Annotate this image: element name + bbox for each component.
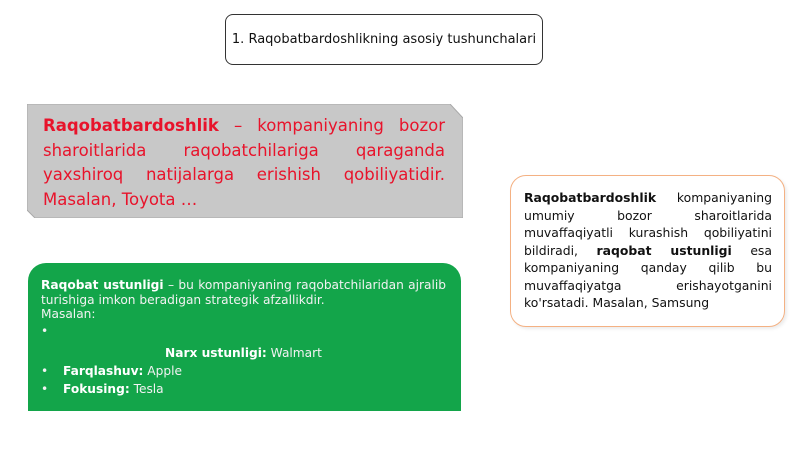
explanation-text — [524, 189, 772, 312]
list-item — [41, 344, 446, 362]
list-item-term: Narx ustunligi: — [165, 345, 267, 360]
bullet-icon: • — [41, 381, 49, 396]
example-list — [41, 322, 446, 398]
explanation-term-advantage: raqobat ustunligi — [596, 242, 732, 258]
bullet-icon: • — [41, 363, 49, 378]
list-item — [41, 362, 446, 380]
list-item-term: Fokusing: — [63, 381, 130, 396]
list-item — [41, 322, 446, 340]
list-item-value: Tesla — [129, 381, 164, 396]
advantage-definition — [41, 278, 446, 307]
definition-body: – kompaniyaning bozor sharoitlarida raqobatchilariga qaraganda yaxshiroq natijalarga erishish qobiliyatidir. Masalan, Toyota … — [43, 116, 445, 209]
advantage-box — [28, 263, 461, 411]
definition-text — [43, 114, 445, 212]
list-item — [41, 380, 446, 398]
explanation-term-competitiveness: Raqobatbardoshlik — [524, 190, 657, 205]
definition-term: Raqobatbardoshlik — [43, 116, 219, 135]
list-item-term: Farqlashuv: — [63, 363, 144, 378]
bullet-icon: • — [41, 323, 49, 338]
slide-title: 1. Raqobatbardoshlikning asosiy tushunchalari — [231, 32, 537, 47]
list-item-value: Apple — [143, 363, 182, 378]
explanation-box — [510, 175, 785, 327]
explanation-body-1: kompaniyaning umumiy bozor sharoitlarida muvaffaqiyatli kurashish qobiliyatini bildiradi, — [524, 190, 772, 258]
title-box — [225, 14, 543, 65]
advantage-term: Raqobat ustunligi — [41, 278, 164, 292]
list-item-value: Walmart — [266, 345, 322, 360]
example-label: Masalan: — [41, 307, 96, 321]
advantage-content — [41, 278, 446, 398]
definition-box — [27, 104, 463, 218]
advantage-body: – bu kompaniyaning raqobatchilaridan ajralib turishiga imkon beradigan strategik afzallikdir. — [41, 278, 446, 307]
explanation-body-2: esa kompaniyaning qanday qilib bu muvaffaqiyatga erishayotganini ko'rsatadi. Masalan, Samsung — [524, 242, 772, 310]
